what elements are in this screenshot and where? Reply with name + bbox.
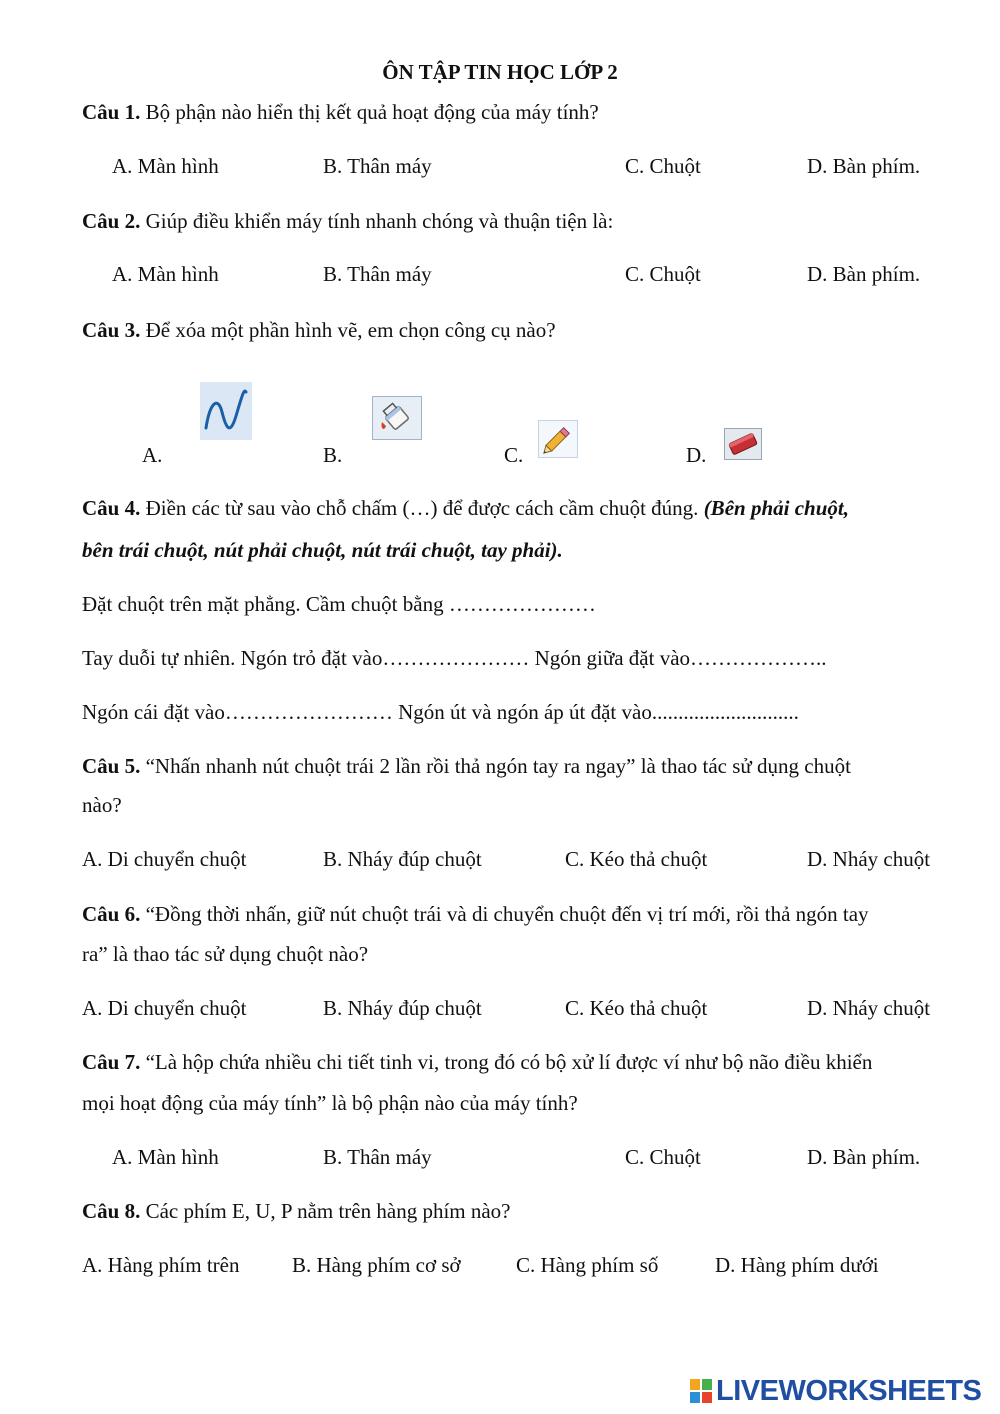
liveworksheets-brand: LIVEWORKSHEETS	[716, 1374, 982, 1407]
question-8-label: Câu 8.	[82, 1199, 141, 1223]
q5-option-b[interactable]: B. Nháy đúp chuột	[323, 847, 482, 871]
q8-option-d[interactable]: D. Hàng phím dưới	[715, 1253, 879, 1277]
question-7-text: “Là hộp chứa nhiều chi tiết tinh vi, trong đó có bộ xử lí được ví như bộ não điều khiển	[140, 1050, 873, 1074]
fill-line-1[interactable]: Đặt chuột trên mặt phẳng. Cầm chuột bằng …………………	[82, 592, 596, 616]
q2-option-d[interactable]: D. Bàn phím.	[807, 262, 921, 286]
question-5-text-line2: nào?	[82, 793, 122, 817]
question-7-label: Câu 7.	[82, 1050, 141, 1074]
q8-option-b[interactable]: B. Hàng phím cơ sở	[292, 1253, 461, 1277]
question-8	[82, 1201, 511, 1222]
question-6-text-line2: ra” là thao tác sử dụng chuột nào?	[82, 942, 369, 966]
fill-line-3[interactable]: Ngón cái đặt vào…………………… Ngón út và ngón áp út đặt vào............................	[82, 700, 799, 724]
q5-option-a[interactable]: A. Di chuyển chuột	[82, 847, 247, 871]
q6-option-d[interactable]: D. Nháy chuột	[807, 996, 931, 1020]
question-7-text-line2: mọi hoạt động của máy tính” là bộ phận nào của máy tính?	[82, 1091, 578, 1115]
liveworksheets-logo[interactable]	[690, 1376, 981, 1406]
question-7	[82, 1052, 872, 1073]
eraser-icon[interactable]	[724, 428, 762, 460]
q3-option-d[interactable]: D.	[686, 443, 707, 467]
q7-option-b[interactable]: B. Thân máy	[323, 1145, 432, 1169]
question-8-text: Các phím E, U, P nằm trên hàng phím nào?	[140, 1199, 511, 1223]
q1-option-c[interactable]: C. Chuột	[625, 154, 701, 178]
pencil-icon[interactable]	[538, 420, 578, 458]
question-6-label: Câu 6.	[82, 902, 141, 926]
question-1-text: Bộ phận nào hiển thị kết quả hoạt động của máy tính?	[140, 100, 599, 124]
q2-option-b[interactable]: B. Thân máy	[323, 262, 432, 286]
q1-option-a[interactable]: A. Màn hình	[112, 154, 219, 178]
q1-option-b[interactable]: B. Thân máy	[323, 154, 432, 178]
fill-bucket-icon[interactable]	[372, 396, 422, 440]
q5-option-d[interactable]: D. Nháy chuột	[807, 847, 931, 871]
q8-option-a[interactable]: A. Hàng phím trên	[82, 1253, 240, 1277]
liveworksheets-logo-icon	[690, 1379, 712, 1403]
q6-option-c[interactable]: C. Kéo thả chuột	[565, 996, 708, 1020]
page-title: ÔN TẬP TIN HỌC LỚP 2	[382, 60, 618, 84]
q8-option-c[interactable]: C. Hàng phím số	[516, 1253, 659, 1277]
question-1-label: Câu 1.	[82, 100, 141, 124]
question-5-label: Câu 5.	[82, 754, 141, 778]
question-4-hint-line2: bên trái chuột, nút phải chuột, nút trái chuột, tay phải).	[82, 538, 563, 562]
q7-option-d[interactable]: D. Bàn phím.	[807, 1145, 921, 1169]
q1-option-d[interactable]: D. Bàn phím.	[807, 154, 921, 178]
q3-option-c[interactable]: C.	[504, 443, 524, 467]
q2-option-c[interactable]: C. Chuột	[625, 262, 701, 286]
curve-tool-icon[interactable]	[200, 382, 252, 440]
question-5-text: “Nhấn nhanh nút chuột trái 2 lần rồi thả ngón tay ra ngay” là thao tác sử dụng chuột	[140, 754, 851, 778]
question-4	[82, 498, 849, 519]
q2-option-a[interactable]: A. Màn hình	[112, 262, 219, 286]
question-3-text: Để xóa một phần hình vẽ, em chọn công cụ nào?	[140, 318, 556, 342]
question-2	[82, 211, 613, 232]
q7-option-c[interactable]: C. Chuột	[625, 1145, 701, 1169]
question-4-text: Điền các từ sau vào chỗ chấm (…) để được cách cầm chuột đúng.	[140, 496, 704, 520]
question-3	[82, 320, 556, 341]
question-6-text: “Đồng thời nhấn, giữ nút chuột trái và di chuyển chuột đến vị trí mới, rồi thả ngón tay	[140, 902, 869, 926]
q3-option-a[interactable]: A.	[142, 443, 163, 467]
fill-line-2[interactable]: Tay duỗi tự nhiên. Ngón trỏ đặt vào………………… Ngón giữa đặt vào………………..	[82, 646, 827, 670]
q7-option-a[interactable]: A. Màn hình	[112, 1145, 219, 1169]
question-2-text: Giúp điều khiển máy tính nhanh chóng và thuận tiện là:	[140, 209, 614, 233]
question-4-label: Câu 4.	[82, 496, 141, 520]
question-6	[82, 904, 869, 925]
q5-option-c[interactable]: C. Kéo thả chuột	[565, 847, 708, 871]
question-3-label: Câu 3.	[82, 318, 141, 342]
question-4-hint-line1: (Bên phải chuột,	[703, 496, 849, 520]
question-5	[82, 756, 851, 777]
q6-option-b[interactable]: B. Nháy đúp chuột	[323, 996, 482, 1020]
q6-option-a[interactable]: A. Di chuyển chuột	[82, 996, 247, 1020]
question-2-label: Câu 2.	[82, 209, 141, 233]
question-1	[82, 102, 599, 123]
q3-option-b[interactable]: B.	[323, 443, 343, 467]
